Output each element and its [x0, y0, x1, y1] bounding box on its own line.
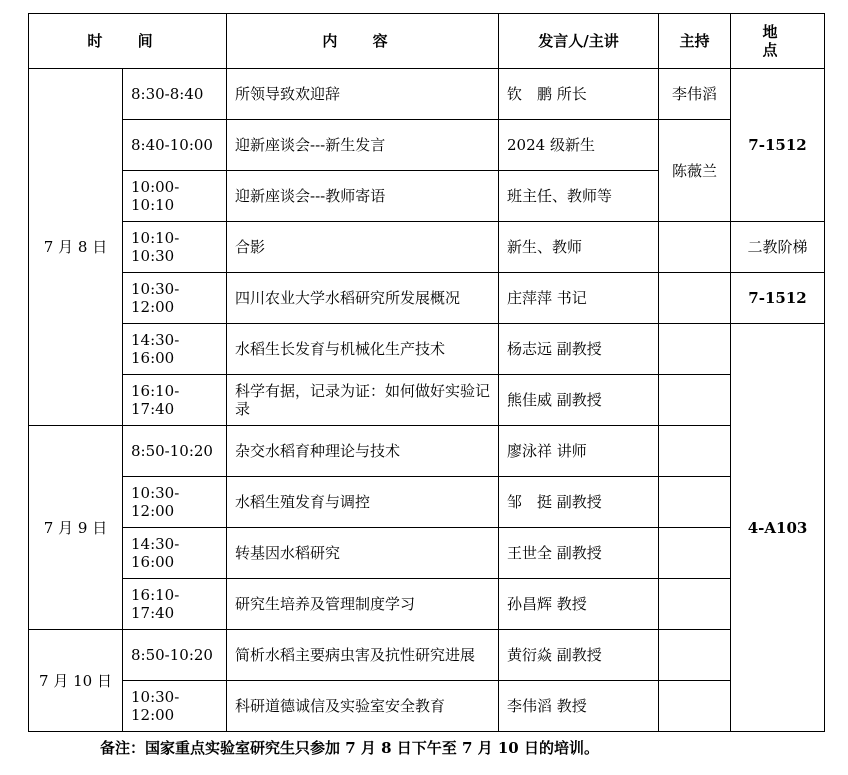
speaker-cell: 钦 鹏 所长 [499, 69, 659, 120]
content-cell: 迎新座谈会---新生发言 [227, 120, 499, 171]
date-cell: 7 月 9 日 [29, 426, 123, 630]
header-location: 地 点 [731, 14, 825, 69]
speaker-cell: 廖泳祥 讲师 [499, 426, 659, 477]
table-row [29, 222, 825, 273]
date-cell: 7 月 8 日 [29, 69, 123, 426]
table-row [29, 528, 825, 579]
time-cell: 8:50-10:20 [123, 630, 227, 681]
header-host: 主持 [659, 14, 731, 69]
content-cell: 水稻生殖发育与调控 [227, 477, 499, 528]
date-cell: 7 月 10 日 [29, 630, 123, 732]
time-cell: 8:30-8:40 [123, 69, 227, 120]
header-row [29, 14, 825, 69]
header-speaker: 发言人/主讲 [499, 14, 659, 69]
table-row [29, 681, 825, 732]
speaker-cell: 班主任、教师等 [499, 171, 659, 222]
location-cell: 7-1512 [731, 273, 825, 324]
content-cell: 简析水稻主要病虫害及抗性研究进展 [227, 630, 499, 681]
speaker-cell: 杨志远 副教授 [499, 324, 659, 375]
header-time: 时 间 [29, 14, 227, 69]
time-cell: 8:50-10:20 [123, 426, 227, 477]
table-row [29, 375, 825, 426]
content-cell: 四川农业大学水稻研究所发展概况 [227, 273, 499, 324]
time-cell: 16:10-17:40 [123, 375, 227, 426]
speaker-cell: 李伟滔 教授 [499, 681, 659, 732]
speaker-cell: 孙昌辉 教授 [499, 579, 659, 630]
content-cell: 所领导致欢迎辞 [227, 69, 499, 120]
content-cell: 水稻生长发育与机械化生产技术 [227, 324, 499, 375]
host-cell [659, 222, 731, 273]
host-cell [659, 375, 731, 426]
time-cell: 8:40-10:00 [123, 120, 227, 171]
time-cell: 10:30-12:00 [123, 477, 227, 528]
speaker-cell: 熊佳威 副教授 [499, 375, 659, 426]
content-cell: 迎新座谈会---教师寄语 [227, 171, 499, 222]
speaker-cell: 新生、教师 [499, 222, 659, 273]
host-cell [659, 681, 731, 732]
content-cell: 转基因水稻研究 [227, 528, 499, 579]
table-row [29, 630, 825, 681]
table-row [29, 426, 825, 477]
speaker-cell: 邹 挺 副教授 [499, 477, 659, 528]
speaker-cell: 黄衍焱 副教授 [499, 630, 659, 681]
time-cell: 10:10-10:30 [123, 222, 227, 273]
table-row [29, 120, 825, 171]
host-cell [659, 579, 731, 630]
time-cell: 14:30-16:00 [123, 528, 227, 579]
host-cell [659, 630, 731, 681]
speaker-cell: 王世全 副教授 [499, 528, 659, 579]
content-cell: 研究生培养及管理制度学习 [227, 579, 499, 630]
footnote: 备注：国家重点实验室研究生只参加 7 月 8 日下午至 7 月 10 日的培训。 [100, 739, 599, 757]
location-cell: 7-1512 [731, 69, 825, 222]
host-cell [659, 477, 731, 528]
content-cell: 合影 [227, 222, 499, 273]
time-cell: 10:30-12:00 [123, 273, 227, 324]
header-content: 内 容 [227, 14, 499, 69]
content-cell: 科研道德诚信及实验室安全教育 [227, 681, 499, 732]
table-row [29, 273, 825, 324]
speaker-cell: 庄萍萍 书记 [499, 273, 659, 324]
host-cell [659, 273, 731, 324]
table-row [29, 477, 825, 528]
time-cell: 10:00-10:10 [123, 171, 227, 222]
table-row [29, 579, 825, 630]
host-cell [659, 324, 731, 375]
time-cell: 10:30-12:00 [123, 681, 227, 732]
host-cell: 李伟滔 [659, 69, 731, 120]
content-cell: 科学有据，记录为证：如何做好实验记录 [227, 375, 499, 426]
content-cell: 杂交水稻育种理论与技术 [227, 426, 499, 477]
host-cell [659, 528, 731, 579]
time-cell: 16:10-17:40 [123, 579, 227, 630]
host-cell [659, 426, 731, 477]
table-row [29, 69, 825, 120]
table-row [29, 324, 825, 375]
host-cell: 陈薇兰 [659, 120, 731, 222]
time-cell: 14:30-16:00 [123, 324, 227, 375]
schedule-table [28, 13, 825, 732]
location-cell: 4-A103 [731, 324, 825, 732]
location-cell: 二教阶梯 [731, 222, 825, 273]
speaker-cell: 2024 级新生 [499, 120, 659, 171]
